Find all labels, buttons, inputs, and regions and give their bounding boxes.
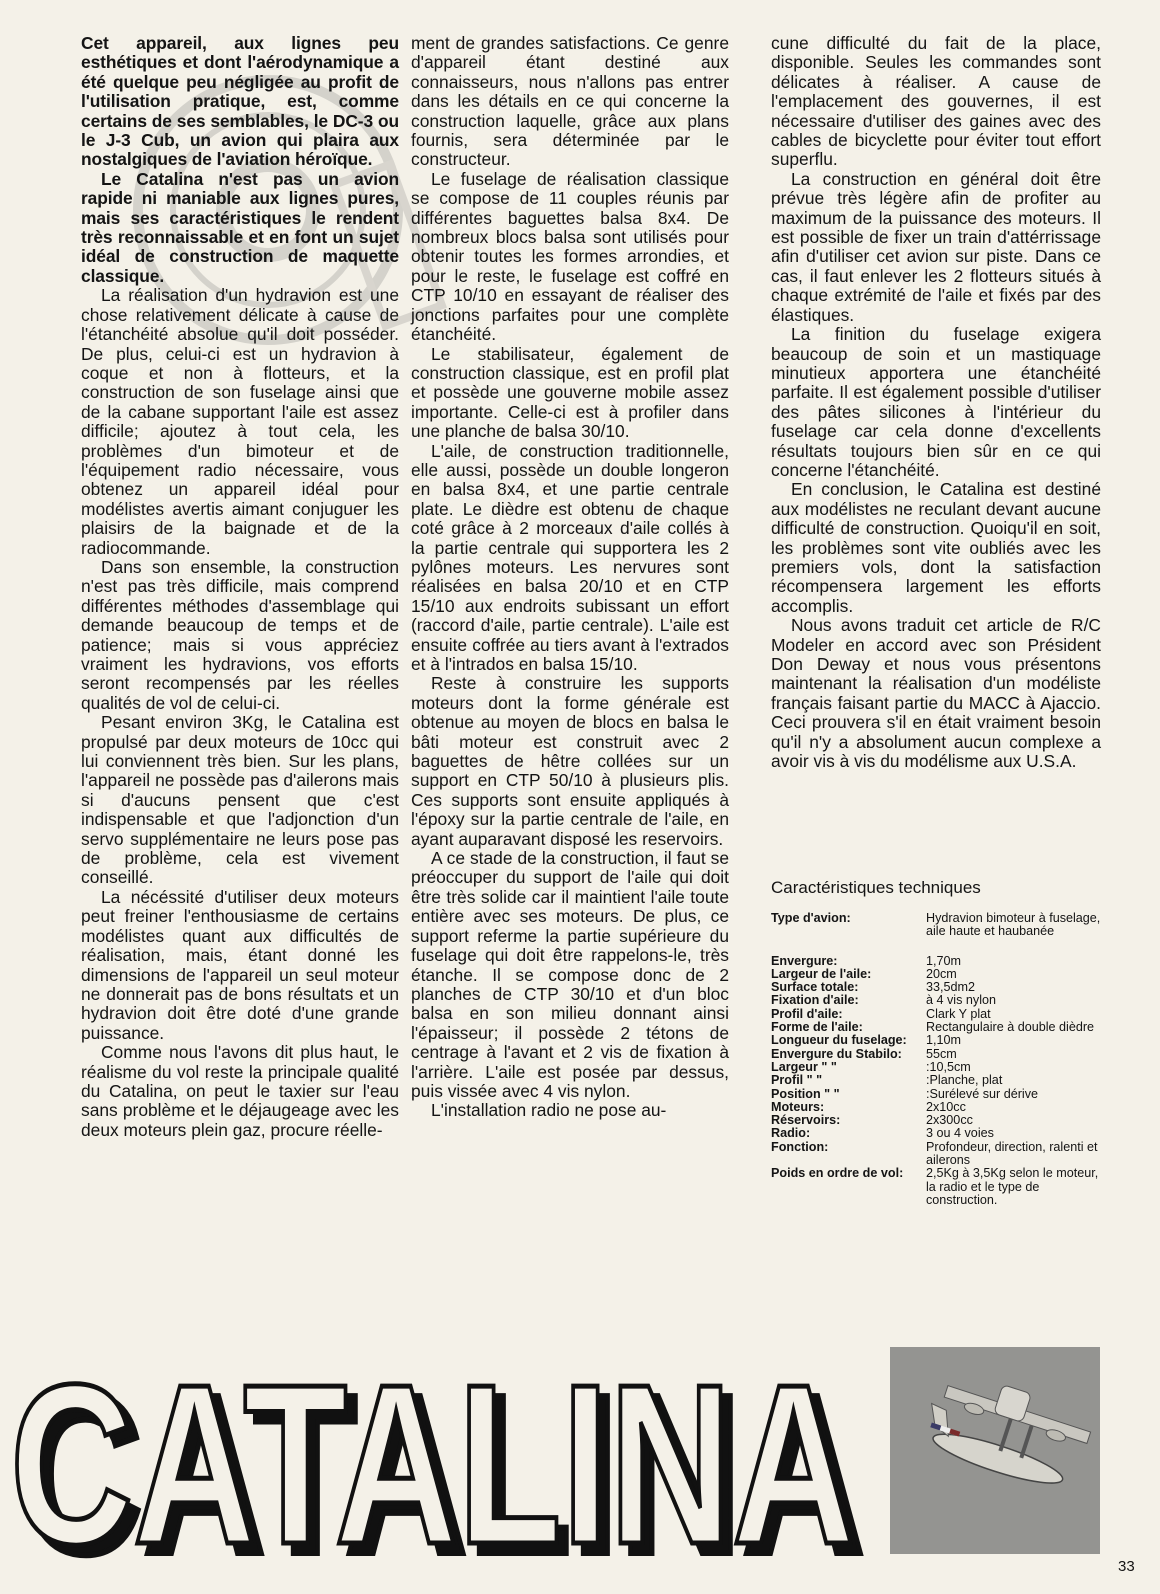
- spec-label: Largeur de l'aile:: [771, 966, 872, 981]
- spec-row: [771, 1088, 1106, 1101]
- spec-label: Envergure du Stabilo:: [771, 1046, 902, 1061]
- spec-row: [771, 981, 1106, 994]
- article-column-2: [411, 34, 729, 1121]
- spec-row: [771, 968, 1106, 981]
- spec-value: à 4 vis nylon: [926, 993, 997, 1008]
- paragraph: ment de grandes satisfactions. Ce genre d'appareil étant destiné aux connaisseurs, nous n'allons pas entrer dans les détails en ce qui concerne la construction laquelle, grâce aux plans fournis, sera déterminée par le constructeur.: [411, 33, 729, 170]
- article-column-3: [771, 34, 1101, 771]
- spec-label: Profil " ": [771, 1073, 823, 1088]
- paragraph: La construction en général doit être prévue très légère afin de profiter au maximum de la puissance des moteurs. Il est possible de fixer un train d'attérrissage afin d'utiliser cet avion sur piste. Dans ce cas, il faut enlever les 2 flotteurs situés à chaque extrémité de l'aile et fixés par des élastiques.: [771, 168, 1101, 325]
- page-number: 33: [1118, 1558, 1135, 1575]
- paragraph: Le stabilisateur, également de construction classique, est en profil plat et possède une gouverne mobile assez importante. Celle-ci est à profiler dans une planche de balsa 30/10.: [411, 343, 729, 442]
- spec-value: 2x300cc: [926, 1113, 973, 1128]
- spec-label: Longueur du fuselage:: [771, 1033, 907, 1048]
- spec-value: Hydravion bimoteur à fuselage, aile haute et haubanée: [926, 911, 1101, 939]
- spec-label: Réservoirs:: [771, 1113, 841, 1128]
- paragraph: Le Catalina n'est pas un avion rapide ni maniable aux lignes pures, mais ses caractéristiques le rendent très reconnaissable et en font un sujet idéal de construction de maquette classique.: [81, 168, 399, 286]
- paragraph: Le fuselage de réalisation classique se compose de 11 couples réunis par différentes baguettes balsa 8x4. De nombreux blocs balsa sont utilisés pour obtenir toutes les formes arrondies, et pour le reste, le fuselage est coffré en CTP 10/10 en essayant de réaliser des jonctions parfaites pour une complète étanchéité.: [411, 168, 729, 345]
- spec-row: [771, 939, 1106, 968]
- paragraph: Dans son ensemble, la construction n'est pas très difficile, mais comprend différentes méthodes d'assemblage qui demande beaucoup de temps et de patience; mais si vous appréciez vraiment les hydravions, vos efforts seront recompensés par les réelles qualités de vol de celui-ci.: [81, 556, 399, 713]
- spec-label: Radio:: [771, 1126, 811, 1141]
- spec-label: Type d'avion:: [771, 911, 851, 925]
- spec-row: [771, 1074, 1106, 1087]
- spec-row: [771, 1101, 1106, 1114]
- paragraph: Reste à construire les supports moteurs dont la forme générale est obtenue au moyen de blocs en balsa le bâti moteur est construit avec 2 baguettes de hêtre collées sur un support en CTP 50/10 à plusieurs plis. Ces supports sont ensuite appliqués à l'époxy sur la partie centrale de l'aile, en ayant auparavant disposé les reservoirs.: [411, 673, 729, 849]
- spec-row: [771, 1127, 1106, 1140]
- spec-value: 33,5dm2: [926, 980, 976, 995]
- spec-value: :Planche, plat: [926, 1073, 1003, 1088]
- paragraph: L'installation radio ne pose au-: [431, 1100, 667, 1121]
- spec-label: Largeur " ": [771, 1059, 837, 1074]
- paragraph: Nous avons traduit cet article de R/C Modeler en accord avec son Président Don Deway et nous vous présentons maintenant la réalisation d'un modéliste français faisant partie du MACC à Ajaccio. Ceci prouvera s'il en était vraiment besoin qu'il n'y a absolument aucun complexe a avoir vis à vis du modélisme aux U.S.A.: [771, 615, 1101, 772]
- spec-row: [771, 1167, 1106, 1207]
- spec-value: 1,70m: [926, 953, 962, 968]
- paragraph: En conclusion, le Catalina est destiné aux modélistes ne reculant devant aucune difficulté de construction. Quoiqu'il en soit, les problèmes sont vite oubliés avec les premiers vols, dont la satisfaction récompensera largement les efforts accomplis.: [771, 479, 1101, 616]
- spec-label: Forme de l'aile:: [771, 1020, 863, 1035]
- spec-value: Clark Y plat: [926, 1006, 991, 1021]
- spec-value: :10,5cm: [926, 1059, 971, 1074]
- paragraph: L'aile, de construction traditionnelle, elle aussi, possède un double longeron en balsa 8x4, et une partie centrale plate. Le dièdre est obtenu de chaque coté grâce à 2 morceaux d'aile collés à la partie centrale qui supportera les 2 pylônes moteurs. Les nervures sont réalisées en balsa 20/10 et en CTP 15/10 aux endroits subissant un effort (raccord d'aile, partie centrale). L'aile est ensuite coffrée au tiers avant à l'extrados et à l'intrados en balsa 15/10.: [411, 440, 729, 674]
- spec-row: [771, 1034, 1106, 1047]
- spec-label: Moteurs:: [771, 1099, 825, 1114]
- title-shadow: CATALINA: [20, 1355, 865, 1580]
- spec-label: Position " ": [771, 1086, 840, 1101]
- catalina-photo: [890, 1347, 1100, 1554]
- specs-box: [771, 878, 1106, 1207]
- spec-label: Profil d'aile:: [771, 1006, 843, 1021]
- spec-row: [771, 1141, 1106, 1168]
- spec-value: Rectangulaire à double dièdre: [926, 1020, 1095, 1035]
- paragraph: La finition du fuselage exigera beaucoup de soin et un mastiquage minutieux apportera une étanchéité parfaite. Il est également possible d'utiliser des pâtes silicones à l'intérieur du fuselage car cela donne d'excellents résultats toujours bien sûr en ce qui concerne l'étanchéité.: [771, 324, 1101, 480]
- spec-row: [771, 1048, 1106, 1061]
- article-column-1: [81, 34, 399, 1140]
- catalina-title: [8, 1355, 883, 1580]
- spec-value: 2,5Kg à 3,5Kg selon le moteur, la radio et le type de construction.: [926, 1166, 1099, 1207]
- spec-row: [771, 1021, 1106, 1034]
- spec-row: [771, 994, 1106, 1007]
- spec-label: Envergure:: [771, 953, 838, 968]
- spec-row: [771, 1114, 1106, 1127]
- paragraph: Cet appareil, aux lignes peu esthétiques et dont l'aérodynamique a été quelque peu négligée au profit de l'utilisation pratique, est, comme certains de ses semblables, le DC-3 ou le J-3 Cub, un avion qui plaira aux nostalgiques de l'aviation héroïque.: [81, 33, 399, 170]
- spec-row: [771, 1008, 1106, 1021]
- spec-row: [771, 1061, 1106, 1074]
- spec-label: Fixation d'aile:: [771, 993, 859, 1008]
- title-text: CATALINA: [10, 1355, 855, 1580]
- spec-value: Profondeur, direction, ralenti et ailerons: [926, 1139, 1098, 1168]
- spec-label: Poids en ordre de vol:: [771, 1166, 904, 1181]
- spec-value: 3 ou 4 voies: [926, 1126, 994, 1141]
- spec-value: 20cm: [926, 966, 957, 981]
- paragraph: La nécéssité d'utiliser deux moteurs peut freiner l'enthousiasme de certains modélistes quant aux difficultés de réalisation, mais, étant donné les dimensions de l'appareil un seul moteur ne donnerait pas de bons résultats et un hydravion doit être doté d'une grande puissance.: [81, 886, 399, 1043]
- paragraph: A ce stade de la construction, il faut se préoccuper du support de l'aile qui doit être très solide car il maintient l'aile toute entière avec ses moteurs. De plus, ce support referme la partie supérieure du fuselage qui doit être rappelons-le, très étanche. Il se compose donc de 2 planches de CTP 30/10 et d'un bloc balsa en son milieu donnant ainsi l'épaisseur; il possède 2 tétons de centrage à l'avant et 2 vis de fixation à l'arrière. L'aile est posée par dessus, puis vissée avec 4 vis nylon.: [411, 848, 729, 1101]
- specs-table: [771, 912, 1106, 1207]
- paragraph: cune difficulté du fait de la place, disponible. Seules les commandes sont délicates à réaliser. A cause de l'emplacement des gouvernes, il est nécessaire d'utiliser des gaines avec des cables de bicyclette pour éviter tout effort superflu.: [771, 33, 1101, 170]
- paragraph: La réalisation d'un hydravion est une chose relativement délicate à cause de l'étanchéité absolue qu'il doit posséder. De plus, celui-ci est un hydravion à coque et non à flotteurs, et la construction de son fuselage ainsi que de la cabane supportant l'aile est assez difficile; ajoutez à tout cela, les problèmes d'un bimoteur et de l'équipement radio nécessaire, vous obtenez un appareil idéal pour modélistes avertis aimant conjuguer les plaisirs de la baignade et de la radiocommande.: [81, 285, 399, 558]
- spec-label: Fonction:: [771, 1139, 829, 1154]
- spec-value: 1,10m: [926, 1033, 962, 1048]
- paragraph: Pesant environ 3Kg, le Catalina est propulsé par deux moteurs de 10cc qui lui conviennent très bien. Sur les plans, l'appareil ne possède pas d'ailerons mais si d'aucuns pensent que c'est indispensable et que l'adjonction d'un servo supplémentaire ne leurs pose pas de problème, cela est vivement conseillé.: [81, 712, 399, 888]
- spec-value: :Surélevé sur dérive: [926, 1086, 1038, 1101]
- spec-row: [771, 912, 1106, 939]
- spec-value: 2x10cc: [926, 1099, 966, 1114]
- spec-value: 55cm: [926, 1046, 957, 1061]
- spec-label: Surface totale:: [771, 980, 859, 995]
- specs-heading: Caractéristiques techniques: [771, 878, 981, 897]
- paragraph: Comme nous l'avons dit plus haut, le réalisme du vol reste la principale qualité du Catalina, on peut le taxier sur l'eau sans problème et le déjaugeage avec les deux moteurs plein gaz, procure réelle-: [81, 1042, 399, 1140]
